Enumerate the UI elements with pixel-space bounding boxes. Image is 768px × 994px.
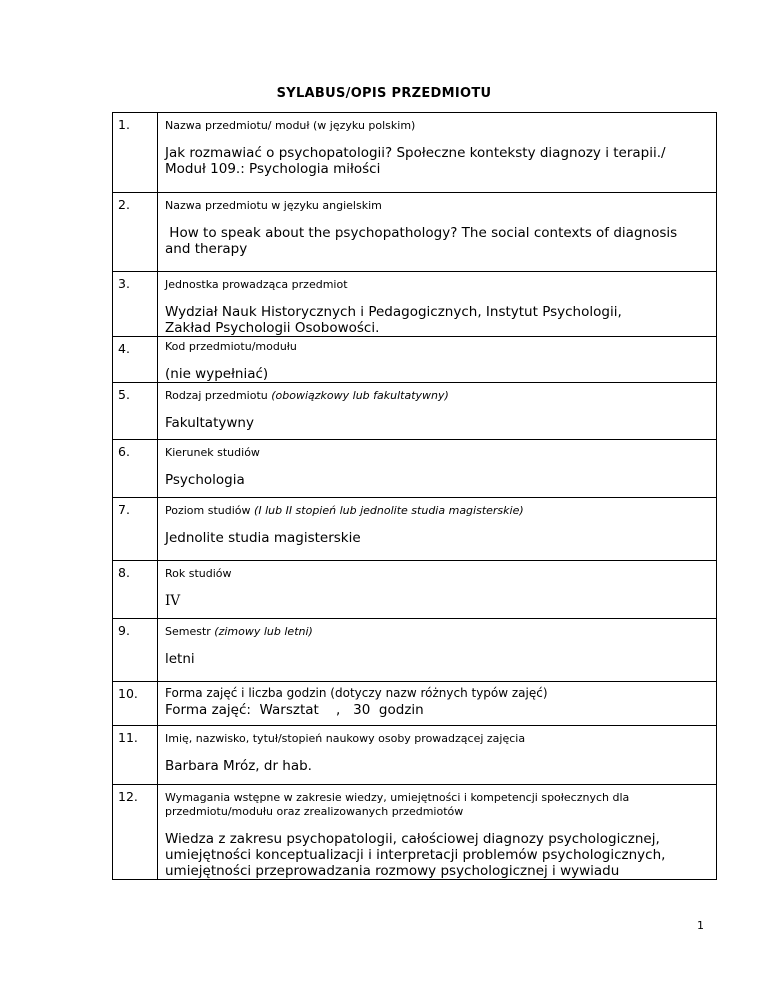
row-number: 4.	[113, 337, 158, 383]
field-label: Rok studiów	[165, 567, 232, 580]
field-value: (nie wypełniać)	[165, 366, 269, 382]
field-label: Kod przedmiotu/modułu	[165, 340, 297, 353]
table-row	[113, 113, 717, 193]
field-value: letni	[165, 651, 195, 667]
field-label	[165, 619, 710, 639]
field-label	[165, 498, 710, 518]
value-line: Jak rozmawiać o psychopatologii? Społeczne konteksty diagnozy i terapii./	[165, 145, 666, 161]
label-text: Poziom studiów	[165, 504, 255, 517]
row-number: 2.	[113, 193, 158, 272]
row-content	[158, 337, 717, 383]
label-hint: (obowiązkowy lub fakultatywny)	[271, 389, 449, 402]
row-content	[158, 726, 717, 785]
field-value: Fakultatywny	[165, 415, 254, 431]
field-label: Imię, nazwisko, tytuł/stopień naukowy osoby prowadzącej zajęcia	[165, 732, 526, 745]
row-number: 10.	[113, 682, 158, 726]
table-row	[113, 337, 717, 383]
value-line: Moduł 109.: Psychologia miłości	[165, 161, 381, 177]
field-label: Kierunek studiów	[165, 446, 260, 459]
row-number: 7.	[113, 498, 158, 561]
field-value	[165, 292, 710, 336]
label-line: Wymagania wstępne w zakresie wiedzy, umiejętności i kompetencji społecznych dla	[165, 791, 630, 804]
row-content	[158, 272, 717, 337]
field-label: Jednostka prowadząca przedmiot	[165, 278, 348, 291]
document-title: SYLABUS/OPIS PRZEDMIOTU	[276, 86, 492, 101]
row-number: 6.	[113, 440, 158, 498]
row-number: 8.	[113, 561, 158, 619]
table-row	[113, 498, 717, 561]
page-number: 1	[697, 919, 704, 932]
field-value	[165, 819, 710, 879]
row-content	[158, 383, 717, 440]
field-label: Forma zajęć i liczba godzin (dotyczy nazw różnych typów zajęć)	[165, 686, 548, 700]
row-content	[158, 193, 717, 272]
field-label: Nazwa przedmiotu/ moduł (w języku polskim)	[165, 119, 416, 132]
table-row	[113, 561, 717, 619]
label-text: Semestr	[165, 625, 215, 638]
field-value	[165, 213, 710, 257]
table-row	[113, 619, 717, 682]
row-number: 11.	[113, 726, 158, 785]
table-row	[113, 193, 717, 272]
field-label	[165, 383, 710, 403]
label-hint: (zimowy lub letni)	[214, 625, 313, 638]
value-line: Wiedza z zakresu psychopatologii, całościowej diagnozy psychologicznej,	[165, 831, 660, 847]
field-value: Forma zajęć: Warsztat , 30 godzin	[165, 702, 424, 718]
row-number: 12.	[113, 785, 158, 880]
field-value: Barbara Mróz, dr hab.	[165, 758, 312, 774]
field-value: Jednolite studia magisterskie	[165, 530, 361, 546]
table-row	[113, 726, 717, 785]
row-number: 5.	[113, 383, 158, 440]
row-content	[158, 682, 717, 726]
value-line: umiejętności konceptualizacji i interpretacji problemów psychologicznych,	[165, 847, 666, 863]
label-hint: (I lub II stopień lub jednolite studia magisterskie)	[254, 504, 524, 517]
field-label: Nazwa przedmiotu w języku angielskim	[165, 199, 382, 212]
label-text: Rodzaj przedmiotu	[165, 389, 272, 402]
value-line: How to speak about the psychopathology? The social contexts of diagnosis	[165, 225, 678, 241]
field-value: IV	[165, 593, 181, 609]
syllabus-table	[112, 112, 717, 880]
row-content	[158, 498, 717, 561]
table-row	[113, 272, 717, 337]
field-value: Psychologia	[165, 472, 245, 488]
row-number: 3.	[113, 272, 158, 337]
field-label	[165, 785, 710, 819]
row-number: 9.	[113, 619, 158, 682]
table-row	[113, 682, 717, 726]
value-line: Wydział Nauk Historycznych i Pedagogicznych, Instytut Psychologii,	[165, 304, 622, 320]
row-content	[158, 113, 717, 193]
row-content	[158, 561, 717, 619]
row-number: 1.	[113, 113, 158, 193]
table-row	[113, 785, 717, 880]
field-value	[165, 133, 710, 177]
value-line: umiejętności przeprowadzania rozmowy psychologicznej i wywiadu	[165, 863, 620, 879]
value-line: Zakład Psychologii Osobowości.	[165, 320, 380, 336]
row-content	[158, 785, 717, 880]
table-row	[113, 383, 717, 440]
row-content	[158, 619, 717, 682]
row-content	[158, 440, 717, 498]
table-row	[113, 440, 717, 498]
label-line: przedmiotu/modułu oraz zrealizowanych przedmiotów	[165, 805, 464, 818]
value-line: and therapy	[165, 241, 248, 257]
